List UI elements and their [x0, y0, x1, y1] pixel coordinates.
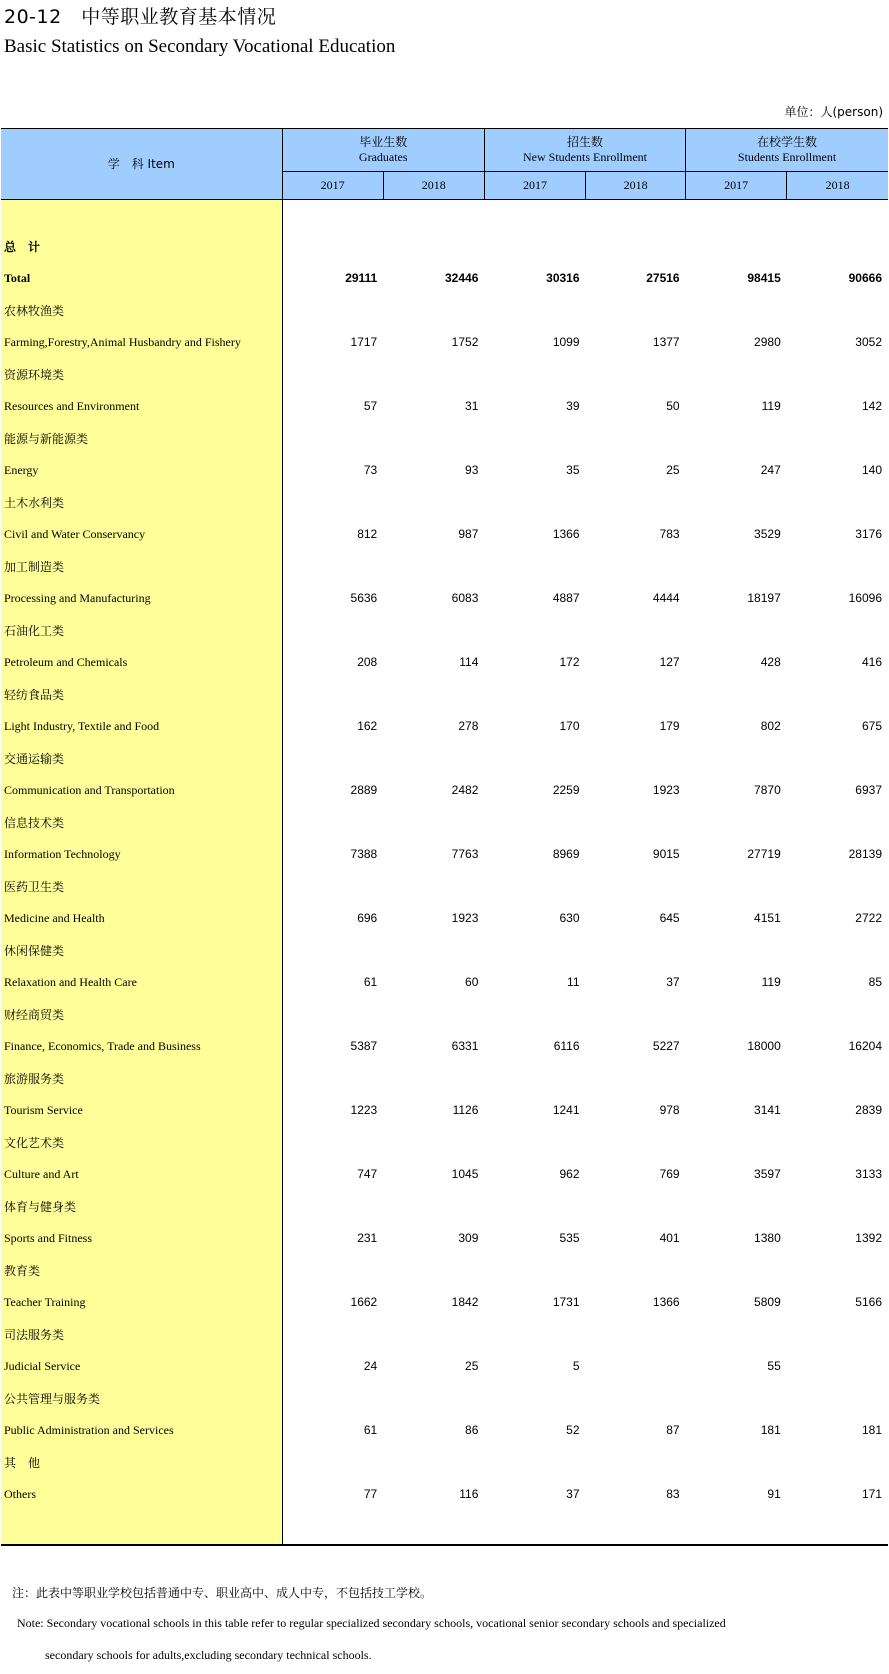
table-row [1, 774, 888, 806]
value-cell: 1662 [350, 1295, 378, 1309]
table-row-total [1, 262, 888, 294]
note-english-line1: Note: Secondary vocational schools in this table refer to regular specialized secondary schools, vocational senior secondary schools and specialized [17, 1616, 726, 1630]
category-label-en: Public Administration and Services [1, 1414, 282, 1446]
value-cell: 25 [666, 463, 680, 477]
table-row-category-cn [1, 614, 888, 646]
value-cell: 6937 [855, 783, 882, 797]
table-body [1, 200, 888, 1546]
value-cell: 114 [459, 655, 479, 669]
value-cell: 1923 [451, 911, 479, 925]
total-label-en: Total [1, 262, 282, 294]
table-row-category-cn [1, 1382, 888, 1414]
value-cell: 86 [465, 1423, 479, 1437]
value-cell: 1752 [451, 335, 479, 349]
category-label-cn: 信息技术类 [1, 806, 282, 838]
value-cell: 802 [760, 719, 781, 733]
value-cell: 645 [659, 911, 680, 925]
category-label-cn: 休闲保健类 [1, 934, 282, 966]
value-cell: 3052 [855, 335, 882, 349]
table-row [1, 1478, 888, 1510]
header-new-enrollment: 招生数 New Students Enrollment [484, 129, 685, 172]
value-cell: 140 [861, 463, 882, 477]
value-cell: 7763 [451, 847, 479, 861]
value-cell: 5227 [652, 1039, 680, 1053]
value-cell: 247 [760, 463, 781, 477]
value-cell: 4887 [552, 591, 580, 605]
table-row-category-cn [1, 934, 888, 966]
table-row [1, 1414, 888, 1446]
category-label-en: Resources and Environment [1, 390, 282, 422]
value-cell: 172 [559, 655, 580, 669]
value-cell: 812 [357, 527, 378, 541]
table-row [1, 1286, 888, 1318]
value-cell: 4444 [652, 591, 680, 605]
value-cell: 83 [666, 1487, 680, 1501]
note-english-line2: secondary schools for adults,excluding secondary technical schools. [45, 1648, 372, 1662]
table-row-category-cn [1, 678, 888, 710]
value-cell: 31 [465, 399, 479, 413]
spacer-cell [1, 200, 282, 231]
table-row [1, 1222, 888, 1254]
table-row [1, 710, 888, 742]
value-cell: 18000 [747, 1039, 781, 1053]
category-label-cn: 农林牧渔类 [1, 294, 282, 326]
category-label-en: Civil and Water Conservancy [1, 518, 282, 550]
table-row [1, 454, 888, 486]
value-cell: 16204 [848, 1039, 882, 1053]
category-label-cn: 旅游服务类 [1, 1062, 282, 1094]
table-row-category-cn [1, 806, 888, 838]
value-cell: 278 [458, 719, 479, 733]
value-cell: 1045 [451, 1167, 479, 1181]
value-cell: 1223 [350, 1103, 378, 1117]
value-cell: 60 [465, 975, 479, 989]
category-label-en: Others [1, 1478, 282, 1510]
category-label-cn: 石油化工类 [1, 614, 282, 646]
value-cell: 7388 [350, 847, 378, 861]
value-cell: 6116 [553, 1039, 580, 1053]
value-cell: 9015 [652, 847, 680, 861]
value-cell: 119 [761, 975, 781, 989]
value-cell [586, 1350, 686, 1382]
value-cell: 11 [567, 975, 580, 989]
category-label-en: Relaxation and Health Care [1, 966, 282, 998]
value-cell: 2482 [451, 783, 479, 797]
header-year: 2017 [484, 172, 585, 200]
value-cell: 1241 [552, 1103, 580, 1117]
category-label-cn: 文化艺术类 [1, 1126, 282, 1158]
value-cell: 3133 [855, 1167, 882, 1181]
category-label-en: Farming,Forestry,Animal Husbandry and Fishery [1, 326, 282, 358]
category-label-cn: 加工制造类 [1, 550, 282, 582]
value-cell: 181 [760, 1423, 781, 1437]
table-row [1, 1350, 888, 1382]
value-cell: 1731 [552, 1295, 580, 1309]
value-cell: 171 [861, 1487, 882, 1501]
value-cell: 675 [861, 719, 882, 733]
category-label-en: Communication and Transportation [1, 774, 282, 806]
value-cell: 16096 [848, 591, 882, 605]
table-row [1, 966, 888, 998]
value-cell: 28139 [848, 847, 882, 861]
table-row-category-cn [1, 422, 888, 454]
value-cell: 1366 [552, 527, 580, 541]
value-cell: 783 [659, 527, 680, 541]
category-label-cn: 轻纺食品类 [1, 678, 282, 710]
value-cell: 5636 [350, 591, 378, 605]
table-row [1, 582, 888, 614]
value-cell: 50 [666, 399, 680, 413]
table-row-total-cn [1, 230, 888, 262]
value-cell: 401 [659, 1231, 680, 1245]
total-students-2017: 98415 [747, 271, 781, 285]
value-cell: 57 [363, 399, 378, 413]
table-row [1, 838, 888, 870]
table-bottom-rule [1, 1510, 888, 1545]
value-cell: 127 [659, 655, 680, 669]
category-label-cn: 财经商贸类 [1, 998, 282, 1030]
category-label-cn: 其 他 [1, 1446, 282, 1478]
header-year: 2018 [787, 172, 888, 200]
header-year: 2018 [586, 172, 686, 200]
value-cell: 2839 [855, 1103, 882, 1117]
value-cell: 52 [566, 1423, 580, 1437]
value-cell: 170 [559, 719, 580, 733]
statistics-table [1, 128, 888, 1546]
value-cell: 181 [861, 1423, 882, 1437]
value-cell: 535 [559, 1231, 580, 1245]
value-cell: 3529 [754, 527, 781, 541]
value-cell: 61 [363, 1423, 378, 1437]
category-label-en: Petroleum and Chemicals [1, 646, 282, 678]
table-row-category-cn [1, 1062, 888, 1094]
total-enrollment-2018: 27516 [646, 271, 680, 285]
value-cell: 93 [465, 463, 479, 477]
value-cell: 6331 [451, 1039, 479, 1053]
value-cell: 1392 [855, 1231, 882, 1245]
value-cell: 5809 [754, 1295, 781, 1309]
spacer-cell [282, 200, 888, 231]
value-cell: 119 [761, 399, 781, 413]
value-cell: 116 [459, 1487, 479, 1501]
note-chinese: 注：此表中等职业学校包括普通中专、职业高中、成人中专，不包括技工学校。 [12, 1586, 433, 1600]
value-cell: 87 [666, 1423, 680, 1437]
value-cell: 162 [357, 719, 378, 733]
total-graduates-2018: 32446 [445, 271, 479, 285]
table-row [1, 518, 888, 550]
table-row-category-cn [1, 1318, 888, 1350]
value-cell: 91 [767, 1487, 781, 1501]
header-students-enrollment: 在校学生数 Students Enrollment [686, 129, 888, 172]
value-cell: 8969 [552, 847, 580, 861]
category-label-en: Sports and Fitness [1, 1222, 282, 1254]
value-cell: 61 [363, 975, 378, 989]
value-cell: 3141 [754, 1103, 781, 1117]
table-row-category-cn [1, 998, 888, 1030]
table-row [1, 1030, 888, 1062]
total-enrollment-2017: 30316 [546, 271, 580, 285]
unit-label: 单位：人(person) [784, 105, 883, 119]
value-cell: 962 [559, 1167, 580, 1181]
category-label-en: Finance, Economics, Trade and Business [1, 1030, 282, 1062]
value-cell: 696 [357, 911, 378, 925]
table-row [1, 1158, 888, 1190]
header-year: 2017 [686, 172, 787, 200]
category-label-en: Energy [1, 454, 282, 486]
value-cell: 24 [363, 1359, 378, 1373]
category-label-cn: 司法服务类 [1, 1318, 282, 1350]
table-title-chinese: 20-12 中等职业教育基本情况 [4, 6, 277, 28]
value-cell: 142 [861, 399, 882, 413]
value-cell: 309 [458, 1231, 479, 1245]
value-cell: 208 [357, 655, 378, 669]
value-cell: 5387 [350, 1039, 378, 1053]
table-row-category-cn [1, 1446, 888, 1478]
total-graduates-2017: 29111 [345, 271, 378, 285]
table-row-category-cn [1, 1254, 888, 1286]
category-label-cn: 交通运输类 [1, 742, 282, 774]
header-item: 学 科 Item [1, 129, 282, 200]
value-cell: 4151 [754, 911, 781, 925]
table-row [1, 902, 888, 934]
category-label-cn: 土木水利类 [1, 486, 282, 518]
category-label-en: Light Industry, Textile and Food [1, 710, 282, 742]
value-cell: 978 [659, 1103, 680, 1117]
table-row [1, 390, 888, 422]
table-row [1, 326, 888, 358]
value-cell: 2889 [350, 783, 378, 797]
table-title-english: Basic Statistics on Secondary Vocational Education [4, 36, 396, 57]
table-row [1, 646, 888, 678]
value-cell: 77 [363, 1487, 378, 1501]
value-cell: 25 [465, 1359, 479, 1373]
table-row-category-cn [1, 294, 888, 326]
table-row-category-cn [1, 486, 888, 518]
value-cell: 630 [559, 911, 580, 925]
value-cell: 18197 [747, 591, 781, 605]
total-students-2018: 90666 [848, 271, 882, 285]
value-cell: 73 [363, 463, 378, 477]
table-row-category-cn [1, 1126, 888, 1158]
value-cell: 2980 [754, 335, 781, 349]
value-cell: 35 [566, 463, 580, 477]
value-cell: 987 [458, 527, 479, 541]
value-cell: 2722 [855, 911, 882, 925]
value-cell: 416 [861, 655, 882, 669]
value-cell: 1126 [452, 1103, 479, 1117]
value-cell: 1923 [652, 783, 680, 797]
category-label-en: Culture and Art [1, 1158, 282, 1190]
value-cell: 7870 [754, 783, 781, 797]
value-cell: 37 [666, 975, 680, 989]
header-year: 2017 [282, 172, 383, 200]
category-label-en: Teacher Training [1, 1286, 282, 1318]
header-year: 2018 [383, 172, 484, 200]
value-cell: 2259 [552, 783, 580, 797]
table-row [1, 1094, 888, 1126]
value-cell: 747 [357, 1167, 378, 1181]
category-label-en: Judicial Service [1, 1350, 282, 1382]
table-row-category-cn [1, 358, 888, 390]
value-cell: 37 [566, 1487, 580, 1501]
value-cell: 769 [659, 1167, 680, 1181]
value-cell: 1717 [350, 335, 378, 349]
category-label-en: Tourism Service [1, 1094, 282, 1126]
table-row-category-cn [1, 550, 888, 582]
category-label-en: Medicine and Health [1, 902, 282, 934]
table-row-category-cn [1, 870, 888, 902]
value-cell: 3597 [754, 1167, 781, 1181]
category-label-cn: 体育与健身类 [1, 1190, 282, 1222]
value-cell: 85 [868, 975, 882, 989]
value-cell: 5166 [855, 1295, 882, 1309]
value-cell: 1366 [652, 1295, 680, 1309]
value-cell: 1099 [552, 335, 580, 349]
value-cell: 39 [566, 399, 580, 413]
value-cell: 1377 [652, 335, 680, 349]
category-label-cn: 教育类 [1, 1254, 282, 1286]
category-label-cn: 医药卫生类 [1, 870, 282, 902]
value-cell: 1380 [754, 1231, 781, 1245]
header-graduates: 毕业生数 Graduates [282, 129, 484, 172]
value-cell: 6083 [451, 591, 479, 605]
value-cell: 179 [659, 719, 680, 733]
value-cell: 27719 [747, 847, 781, 861]
category-label-cn: 资源环境类 [1, 358, 282, 390]
value-cell [787, 1350, 888, 1382]
value-cell: 55 [767, 1359, 781, 1373]
category-label-cn: 公共管理与服务类 [1, 1382, 282, 1414]
value-cell: 3176 [855, 527, 882, 541]
table-row-category-cn [1, 742, 888, 774]
value-cell: 428 [760, 655, 781, 669]
category-label-cn: 能源与新能源类 [1, 422, 282, 454]
value-cell: 5 [572, 1359, 580, 1373]
category-label-en: Processing and Manufacturing [1, 582, 282, 614]
category-label-en: Information Technology [1, 838, 282, 870]
table-row-category-cn [1, 1190, 888, 1222]
total-label-cn: 总 计 [1, 230, 282, 262]
value-cell: 231 [357, 1231, 378, 1245]
value-cell: 1842 [451, 1295, 479, 1309]
